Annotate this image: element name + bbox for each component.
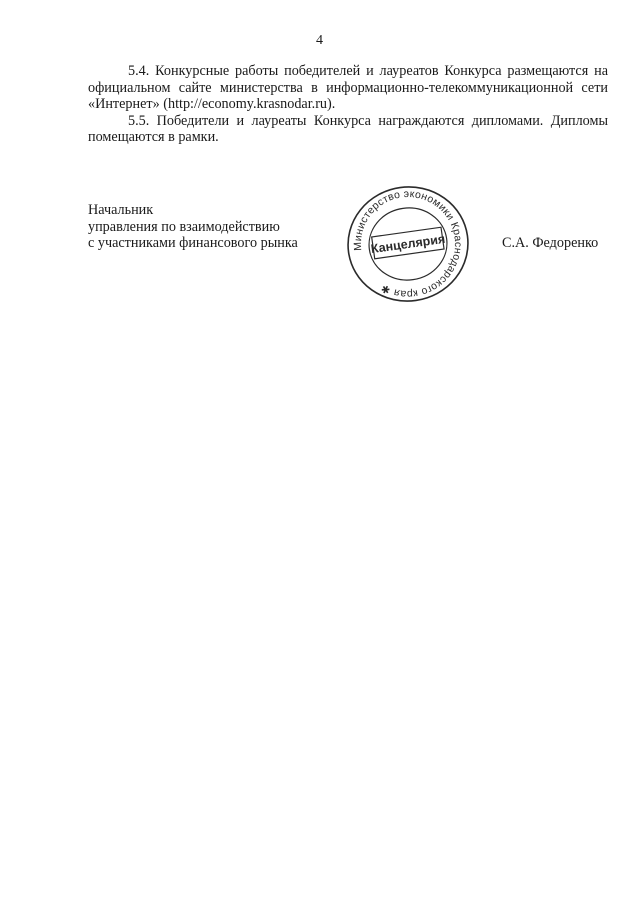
position-line: управления по взаимодействию [88, 218, 280, 235]
paragraph-5-5: 5.5. Победители и лауреаты Конкурса награждаются дипломами. Дипломы помещаются в рамки. [88, 112, 608, 146]
signer-name: С.А. Федоренко [502, 235, 599, 251]
stamp-center-text: Канцелярия [369, 231, 447, 257]
signatory-position [88, 202, 298, 252]
office-stamp [343, 184, 473, 304]
stamp-ring-textpath: Министерство экономики Краснодарского края ✱ [351, 187, 465, 301]
paragraph-5-4: 5.4. Конкурсные работы победителей и лауреатов Конкурса размещаются на официальном сайте министерства в информационно-телекоммуникационной сети «Интернет» (http://economy.krasnodar.ru). [88, 63, 608, 113]
page-number: 4 [316, 33, 323, 48]
position-line: с участниками финансового рынка [88, 235, 298, 252]
document-body [88, 63, 608, 146]
position-line: Начальник [88, 202, 154, 218]
